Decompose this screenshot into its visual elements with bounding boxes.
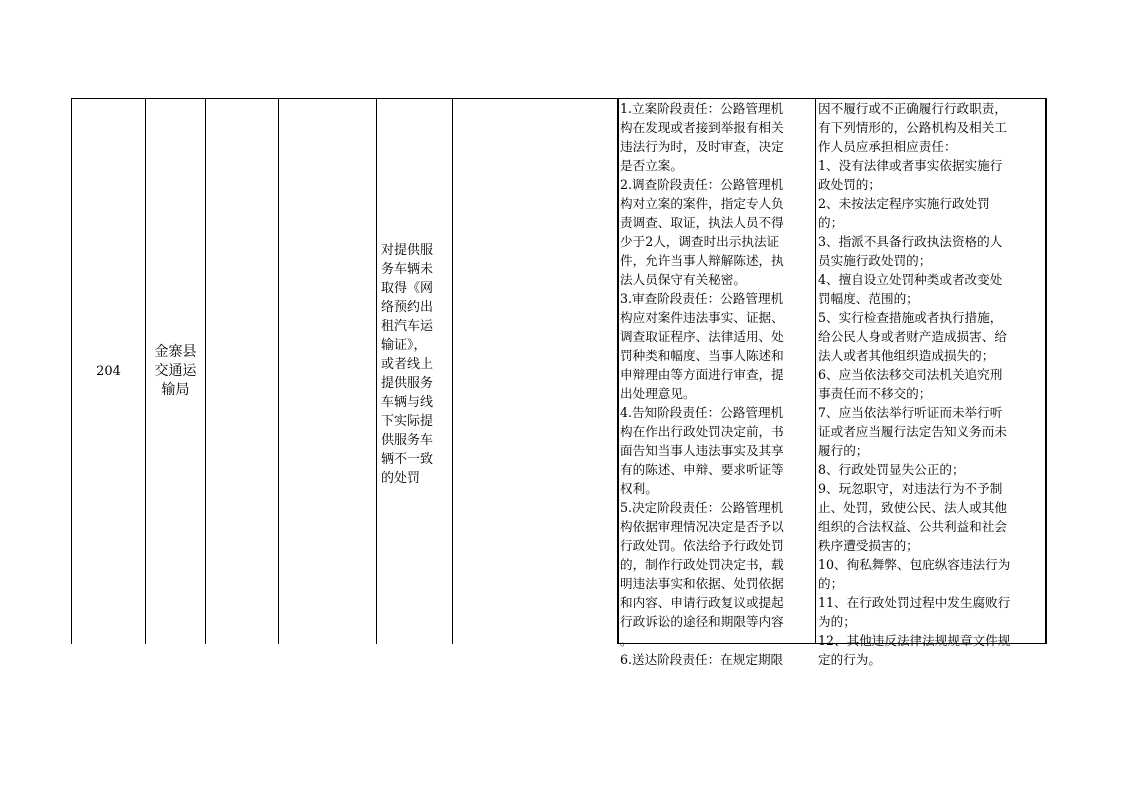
row-number: 204 — [96, 363, 121, 379]
row-number-cell — [72, 99, 145, 643]
column-border — [617, 98, 619, 644]
accountability-line: 2、未按法定程序实施行政处罚 — [818, 196, 990, 211]
responsibility-line: 1.立案阶段责任：公路管理机 — [620, 101, 784, 116]
accountability-line: 的； — [818, 215, 844, 230]
responsibility-line: 调查取证程序、法律适用、处 — [620, 329, 784, 344]
accountability-line: 政处罚的； — [818, 177, 881, 192]
column-border — [1045, 98, 1047, 644]
item-line: 提供服务 — [381, 375, 434, 391]
responsibility-line: 的，制作行政处罚决定书，载 — [620, 557, 784, 572]
item-line: 供服务车 — [381, 432, 434, 448]
empty-cell — [206, 99, 278, 643]
empty-cell — [453, 99, 617, 643]
responsibility-line: 构应对案件违法事实、证据、 — [620, 310, 784, 325]
responsibility-line: 2.调查阶段责任：公路管理机 — [620, 177, 784, 192]
responsibility-line: 面告知当事人违法事实及其享 — [620, 443, 784, 458]
item-line: 租汽车运 — [381, 318, 434, 334]
accountability-line: 10、徇私舞弊、包庇纵容违法行为 — [818, 557, 1011, 572]
accountability-line: 3、指派不具备行政执法资格的人 — [818, 234, 1003, 249]
department-cell — [146, 99, 205, 643]
responsibility-line: 5.决定阶段责任：公路管理机 — [620, 500, 784, 515]
accountability-line: 6、应当依法移交司法机关追究刑 — [818, 367, 1003, 382]
item-line: 辆不一致 — [381, 451, 434, 467]
accountability-line: 组织的合法权益、公共利益和社会 — [818, 519, 1007, 534]
accountability-line: 秩序遭受损害的； — [818, 538, 919, 553]
responsibility-line: 和内容、申请行政复议或提起 — [620, 595, 784, 610]
responsibility-line: 有的陈述、申辩、要求听证等 — [620, 462, 784, 477]
accountability-line: 11、在行政处罚过程中发生腐败行 — [818, 595, 1011, 610]
item-line: 对提供服 — [381, 242, 434, 258]
item-line: 或者线上 — [381, 356, 434, 372]
accountability-line: 履行的； — [818, 443, 869, 458]
accountability-line: 1、没有法律或者事实依据实施行 — [818, 158, 1003, 173]
responsibility-line: 件，允许当事人辩解陈述，执 — [620, 253, 784, 268]
item-line: 车辆与线 — [381, 394, 434, 410]
accountability-line: 证或者应当履行法定告知义务而未 — [818, 424, 1007, 439]
item-line: 络预约出 — [381, 299, 434, 315]
responsibility-text — [620, 99, 814, 669]
responsibility-line: 责调查、取证，执法人员不得 — [620, 215, 784, 230]
responsibility-line: 。 — [620, 633, 633, 648]
responsibility-line: 少于2人，调查时出示执法证 — [620, 234, 780, 249]
responsibility-line: 是否立案。 — [620, 158, 683, 173]
accountability-line: 7、应当依法举行听证而未举行听 — [818, 405, 1003, 420]
item-name-cell — [381, 99, 451, 643]
department-line: 金寨县 — [154, 343, 197, 360]
accountability-line: 的； — [818, 576, 844, 591]
responsibility-line: 法人员保守有关秘密。 — [620, 272, 746, 287]
responsibility-line: 构在作出行政处罚决定前，书 — [620, 424, 784, 439]
responsibility-line: 6.送达阶段责任：在规定期限 — [620, 652, 784, 667]
item-name — [381, 241, 433, 488]
accountability-line: 12、其他违反法律法规规章文件规 — [818, 633, 1011, 648]
responsibility-line: 出处理意见。 — [620, 386, 696, 401]
accountability-line: 4、擅自设立处罚种类或者改变处 — [818, 272, 1003, 287]
responsibility-line: 行政诉讼的途径和期限等内容 — [620, 614, 784, 629]
column-border — [815, 98, 816, 644]
accountability-line: 给公民人身或者财产造成损害、给 — [818, 329, 1007, 344]
responsibility-line: 罚种类和幅度、当事人陈述和 — [620, 348, 784, 363]
responsibility-line: 申辩理由等方面进行审查，提 — [620, 367, 784, 382]
responsibility-line: 权利。 — [620, 481, 658, 496]
responsibility-line: 行政处罚。依法给予行政处罚 — [620, 538, 784, 553]
responsibility-line: 构在发现或者接到举报有相关 — [620, 120, 784, 135]
responsibility-line: 明违法事实和依据、处罚依据 — [620, 576, 784, 591]
empty-cell — [279, 99, 376, 643]
item-line: 输证》， — [381, 337, 427, 353]
item-line: 务车辆未 — [381, 261, 434, 277]
responsibility-line: 构依据审理情况决定是否予以 — [620, 519, 784, 534]
column-border — [376, 98, 377, 644]
item-line: 取得《网 — [381, 280, 434, 296]
item-line: 的处罚 — [381, 470, 421, 486]
accountability-line: 员实施行政处罚的； — [818, 253, 932, 268]
responsibility-line: 构对立案的案件，指定专人负 — [620, 196, 784, 211]
accountability-line: 为的； — [818, 614, 856, 629]
accountability-line: 法人或者其他组织造成损失的； — [818, 348, 995, 363]
accountability-line: 定的行为。 — [818, 652, 881, 667]
accountability-line: 8、行政处罚显失公正的； — [818, 462, 965, 477]
responsibility-cell — [620, 99, 814, 667]
accountability-line: 事责任而不移交的； — [818, 386, 932, 401]
accountability-line: 作人员应承担相应责任： — [818, 139, 957, 154]
accountability-cell — [818, 99, 1044, 667]
department-line: 输局 — [161, 381, 190, 398]
accountability-line: 止、处罚，致使公民、法人或其他 — [818, 500, 1007, 515]
responsibility-line: 4.告知阶段责任：公路管理机 — [620, 405, 784, 420]
responsibility-line: 3.审查阶段责任：公路管理机 — [620, 291, 784, 306]
accountability-line: 因不履行或不正确履行行政职责， — [818, 101, 1007, 116]
accountability-text — [818, 99, 1044, 669]
accountability-line: 9、玩忽职守，对违法行为不予制 — [818, 481, 1003, 496]
responsibility-line: 违法行为时，及时审查，决定 — [620, 139, 784, 154]
department-line: 交通运 — [154, 362, 197, 379]
accountability-line: 5、实行检查措施或者执行措施， — [818, 310, 1003, 325]
item-line: 下实际提 — [381, 413, 434, 429]
department-name — [155, 343, 197, 400]
accountability-line: 有下列情形的，公路机构及相关工 — [818, 120, 1007, 135]
accountability-line: 罚幅度、范围的； — [818, 291, 919, 306]
